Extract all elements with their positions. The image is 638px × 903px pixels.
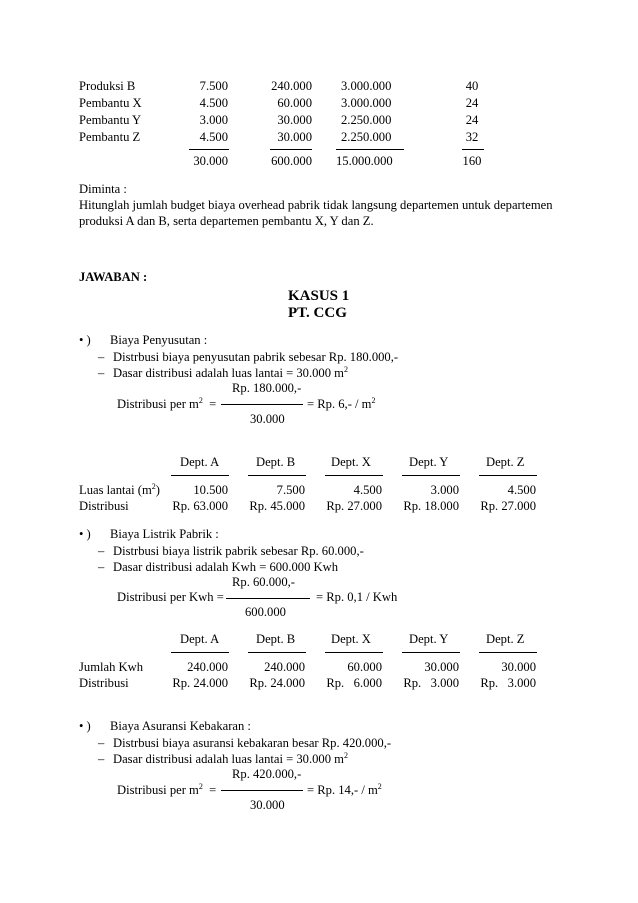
- header-underline: [402, 652, 460, 653]
- bullet-icon: • ): [79, 333, 91, 347]
- table-total: 600.000: [271, 154, 312, 168]
- section-heading: Biaya Penyusutan :: [110, 333, 208, 347]
- fraction-denominator: 30.000: [250, 412, 285, 426]
- table-cell: 60.000: [347, 660, 382, 674]
- table-cell: Rp. 24.000: [172, 676, 228, 690]
- table-cell: Rp. 18.000: [403, 499, 459, 513]
- table-cell: 24: [465, 113, 479, 127]
- dash-icon: –: [98, 544, 105, 558]
- table-row-label: Pembantu X: [79, 96, 142, 110]
- list-item: Distrbusi biaya penyusutan pabrik sebesar Rp. 180.000,-: [113, 350, 399, 364]
- table-cell: 2.250.000: [341, 113, 392, 127]
- fraction-result: = Rp. 0,1 / Kwh: [316, 590, 398, 604]
- header-underline: [325, 475, 383, 476]
- table-cell: 40: [465, 79, 479, 93]
- table-cell: 3.000: [430, 483, 459, 497]
- table-cell: 30.000: [277, 130, 312, 144]
- dept-header: Dept. Y: [409, 632, 449, 646]
- dept-header: Dept. B: [256, 632, 296, 646]
- table-cell: 240.000: [187, 660, 228, 674]
- section-heading: Biaya Asuransi Kebakaran :: [110, 719, 251, 733]
- table-cell: 240.000: [271, 79, 312, 93]
- dept-header: Dept. Z: [486, 455, 525, 469]
- fraction-result: = Rp. $6,- / m^2$: [307, 396, 376, 411]
- dept-header: Dept. Z: [486, 632, 525, 646]
- table-cell: Rp. 6.000: [326, 676, 382, 690]
- header-underline: [479, 475, 537, 476]
- table-total: 15.000.000: [336, 154, 393, 168]
- table-cell: 3.000.000: [341, 96, 392, 110]
- row-label: Luas lantai $(m^2)$: [79, 482, 160, 497]
- dept-header: Dept. A: [180, 455, 220, 469]
- table-cell: 240.000: [264, 660, 305, 674]
- table-cell: 3.000.000: [341, 79, 392, 93]
- company-title: PT. CCG: [288, 305, 347, 321]
- table-cell: Rp. 3.000: [403, 676, 459, 690]
- sum-line: [462, 149, 484, 150]
- jawaban-heading: JAWABAN :: [79, 270, 148, 284]
- table-cell: Rp. 63.000: [172, 499, 228, 513]
- kasus-title: KASUS 1: [288, 288, 350, 304]
- list-item: Distrbusi biaya asuransi kebakaran besar Rp. 420.000,-: [113, 736, 392, 750]
- header-underline: [171, 652, 229, 653]
- sum-line: [189, 149, 229, 150]
- list-item: Dasar distribusi adalah luas lantai = 30.000 $m^2$: [113, 751, 348, 766]
- fraction-denominator: 600.000: [245, 605, 286, 619]
- fraction-numerator: Rp. 60.000,-: [232, 575, 295, 589]
- fraction-bar: [226, 598, 310, 599]
- table-row-label: Pembantu Z: [79, 130, 141, 144]
- table-row-label: Produksi B: [79, 79, 136, 93]
- header-underline: [248, 475, 306, 476]
- list-item: Distrbusi biaya listrik pabrik sebesar Rp. 60.000,-: [113, 544, 364, 558]
- header-underline: [325, 652, 383, 653]
- table-cell: 30.000: [424, 660, 459, 674]
- fraction-label: Distribusi per $m^2$ =: [117, 396, 217, 411]
- dept-header: Dept. X: [331, 455, 371, 469]
- dash-icon: –: [98, 736, 105, 750]
- bullet-icon: • ): [79, 719, 91, 733]
- table-cell: 30.000: [501, 660, 536, 674]
- diminta-label: Diminta :: [79, 182, 127, 196]
- sum-line: [336, 149, 404, 150]
- list-item: Dasar distribusi adalah Kwh = 600.000 Kwh: [113, 560, 339, 574]
- dash-icon: –: [98, 560, 105, 574]
- dash-icon: –: [98, 366, 105, 380]
- table-row-label: Pembantu Y: [79, 113, 142, 127]
- table-cell: 7.500: [199, 79, 228, 93]
- table-cell: 4.500: [199, 96, 228, 110]
- table-cell: 2.250.000: [341, 130, 392, 144]
- table-cell: 10.500: [193, 483, 228, 497]
- fraction-result: = Rp. $14,- / m^2$: [307, 782, 382, 797]
- fraction-label: Distribusi per Kwh =: [117, 590, 224, 604]
- dept-header: Dept. X: [331, 632, 371, 646]
- section-heading: Biaya Listrik Pabrik :: [110, 527, 219, 541]
- diminta-text-line: Hitunglah jumlah budget biaya overhead pabrik tidak langsung departemen untuk departemen: [79, 198, 553, 212]
- table-total: 160: [462, 154, 482, 168]
- header-underline: [479, 652, 537, 653]
- fraction-numerator: Rp. 420.000,-: [232, 767, 302, 781]
- table-cell: 3.000: [199, 113, 228, 127]
- table-cell: Rp. 24.000: [249, 676, 305, 690]
- fraction-bar: [221, 790, 303, 791]
- table-cell: 4.500: [199, 130, 228, 144]
- header-underline: [402, 475, 460, 476]
- sum-line: [270, 149, 312, 150]
- table-cell: 7.500: [276, 483, 305, 497]
- dept-header: Dept. Y: [409, 455, 449, 469]
- table-cell: Rp. 45.000: [249, 499, 305, 513]
- header-underline: [171, 475, 229, 476]
- table-cell: 30.000: [277, 113, 312, 127]
- row-label: Distribusi: [79, 499, 129, 513]
- table-total: 30.000: [193, 154, 228, 168]
- diminta-text-line: produksi A dan B, serta departemen pembantu X, Y dan Z.: [79, 214, 374, 228]
- fraction-label: Distribusi per $m^2$ =: [117, 782, 217, 797]
- row-label: Jumlah Kwh: [79, 660, 144, 674]
- table-cell: 4.500: [507, 483, 536, 497]
- fraction-denominator: 30.000: [250, 798, 285, 812]
- table-cell: 24: [465, 96, 479, 110]
- fraction-bar: [221, 404, 303, 405]
- row-label: Distribusi: [79, 676, 129, 690]
- dept-header: Dept. A: [180, 632, 220, 646]
- table-cell: Rp. 27.000: [480, 499, 536, 513]
- dept-header: Dept. B: [256, 455, 296, 469]
- bullet-icon: • ): [79, 527, 91, 541]
- table-cell: Rp. 27.000: [326, 499, 382, 513]
- header-underline: [248, 652, 306, 653]
- fraction-numerator: Rp. 180.000,-: [232, 381, 302, 395]
- table-cell: 32: [465, 130, 479, 144]
- table-cell: 60.000: [277, 96, 312, 110]
- list-item: Dasar distribusi adalah luas lantai = 30.000 $m^2$: [113, 365, 348, 380]
- dash-icon: –: [98, 752, 105, 766]
- dash-icon: –: [98, 350, 105, 364]
- table-cell: Rp. 3.000: [480, 676, 536, 690]
- table-cell: 4.500: [353, 483, 382, 497]
